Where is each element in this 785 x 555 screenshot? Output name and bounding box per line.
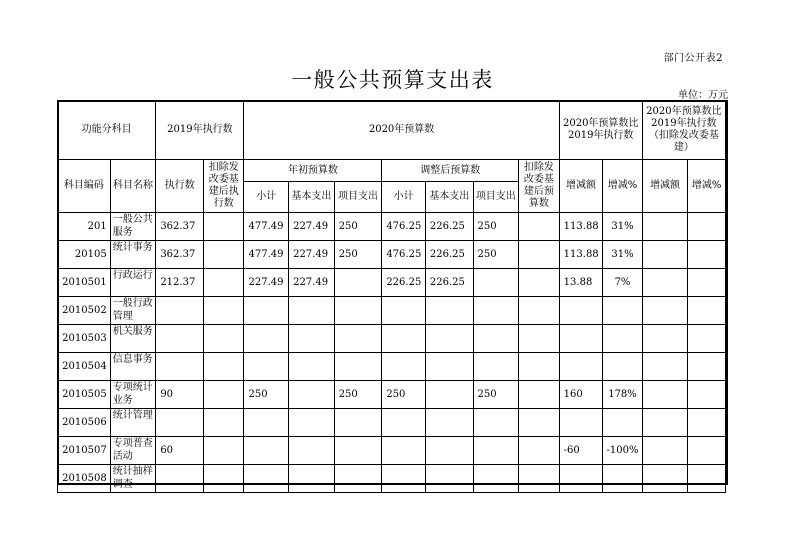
increase-pct-cell	[603, 409, 643, 437]
deduct-budget-cell	[519, 381, 560, 409]
header-subject-name: 科目名称	[110, 160, 156, 213]
subject-code-cell: 2010508	[58, 465, 111, 493]
subject-name-cell	[110, 409, 156, 437]
table-row	[58, 409, 726, 437]
subject-name-text: 统计管理	[112, 410, 153, 421]
deduct-budget-cell	[519, 353, 560, 381]
subject-name-text: 一般公共服务	[112, 214, 153, 238]
initial-subtotal-cell: 227.49	[244, 269, 289, 297]
header-increase-pct: 增减%	[603, 160, 643, 213]
deduct-exec-cell	[203, 297, 244, 325]
header-basic-expense: 基本支出	[289, 182, 335, 213]
initial-project-cell: 250	[334, 241, 382, 269]
initial-basic-cell	[289, 297, 335, 325]
adjusted-subtotal-cell: 476.25	[382, 213, 426, 241]
subject-name-cell	[110, 241, 156, 269]
subject-code-cell: 20105	[58, 241, 111, 269]
form-code-label: 部门公开表2	[663, 53, 723, 64]
increase-amount-cell	[559, 297, 603, 325]
increase-pct-cell: 31%	[603, 241, 643, 269]
adjusted-subtotal-cell	[382, 353, 426, 381]
increase-amount-2-cell	[642, 213, 688, 241]
deduct-exec-cell	[203, 269, 244, 297]
increase-pct-2-cell	[688, 353, 726, 381]
subject-code-cell: 2010504	[58, 353, 111, 381]
adjusted-basic-cell	[425, 409, 473, 437]
increase-pct-cell: 31%	[603, 213, 643, 241]
adjusted-project-cell	[473, 269, 519, 297]
table-row	[58, 269, 726, 297]
table-row	[58, 325, 726, 353]
adjusted-basic-cell: 226.25	[425, 213, 473, 241]
initial-project-cell	[334, 325, 382, 353]
subject-name-cell	[110, 381, 156, 409]
table-row	[58, 297, 726, 325]
initial-project-cell	[334, 409, 382, 437]
subject-name-cell	[110, 437, 156, 465]
deduct-exec-cell	[203, 353, 244, 381]
increase-amount-cell: 113.88	[559, 241, 603, 269]
exec-cell: 212.37	[156, 269, 204, 297]
adjusted-basic-cell	[425, 353, 473, 381]
adjusted-project-cell	[473, 297, 519, 325]
header-func-subject: 功能分科目	[58, 101, 156, 160]
header-budget-2020: 2020年预算数	[244, 101, 559, 160]
increase-amount-cell: 13.88	[559, 269, 603, 297]
initial-subtotal-cell: 250	[244, 381, 289, 409]
deduct-exec-cell	[203, 437, 244, 465]
header-exec-2019: 2019年执行数	[156, 101, 244, 160]
adjusted-subtotal-cell	[382, 297, 426, 325]
adjusted-project-cell	[473, 437, 519, 465]
exec-cell	[156, 465, 204, 493]
initial-basic-cell: 227.49	[289, 213, 335, 241]
adjusted-subtotal-cell	[382, 465, 426, 493]
header-initial-budget: 年初预算数	[244, 160, 382, 182]
deduct-budget-cell	[519, 269, 560, 297]
increase-amount-cell: 113.88	[559, 213, 603, 241]
header-cmp-deducted: 2020年预算数比2019年执行数（扣除发改委基建）	[642, 101, 725, 160]
header-subtotal-2: 小计	[382, 182, 426, 213]
subject-name-cell	[110, 465, 156, 493]
header-project-expense-2: 项目支出	[473, 182, 519, 213]
table-row	[58, 353, 726, 381]
increase-amount-cell: 160	[559, 381, 603, 409]
subject-name-cell	[110, 213, 156, 241]
subject-code-cell: 2010501	[58, 269, 111, 297]
increase-pct-cell: -100%	[603, 437, 643, 465]
increase-pct-2-cell	[688, 297, 726, 325]
exec-cell: 362.37	[156, 241, 204, 269]
increase-amount-cell	[559, 353, 603, 381]
deduct-budget-cell	[519, 213, 560, 241]
header-basic-expense-2: 基本支出	[425, 182, 473, 213]
increase-amount-2-cell	[642, 437, 688, 465]
subject-name-text: 机关服务	[112, 326, 153, 337]
subject-name-text: 统计抽样调查	[112, 466, 153, 490]
increase-pct-cell: 178%	[603, 381, 643, 409]
initial-subtotal-cell: 477.49	[244, 241, 289, 269]
increase-amount-2-cell	[642, 297, 688, 325]
adjusted-project-cell: 250	[473, 213, 519, 241]
header-increase-amount: 增减额	[559, 160, 603, 213]
subject-name-text: 统计事务	[112, 242, 153, 253]
initial-project-cell: 250	[334, 381, 382, 409]
increase-amount-2-cell	[642, 381, 688, 409]
initial-subtotal-cell	[244, 437, 289, 465]
initial-subtotal-cell	[244, 465, 289, 493]
subject-code-cell: 2010507	[58, 437, 111, 465]
initial-basic-cell	[289, 325, 335, 353]
deduct-budget-cell	[519, 325, 560, 353]
subject-code-cell: 2010505	[58, 381, 111, 409]
adjusted-subtotal-cell: 226.25	[382, 269, 426, 297]
subject-name-text: 专项统计业务	[112, 382, 153, 406]
adjusted-subtotal-cell	[382, 437, 426, 465]
adjusted-project-cell: 250	[473, 241, 519, 269]
deduct-exec-cell	[203, 381, 244, 409]
header-project-expense: 项目支出	[334, 182, 382, 213]
exec-cell: 90	[156, 381, 204, 409]
increase-pct-2-cell	[688, 325, 726, 353]
table-row	[58, 381, 726, 409]
increase-amount-2-cell	[642, 353, 688, 381]
increase-amount-2-cell	[642, 241, 688, 269]
adjusted-subtotal-cell: 476.25	[382, 241, 426, 269]
subject-code-cell: 201	[58, 213, 111, 241]
subject-name-cell	[110, 353, 156, 381]
initial-project-cell	[334, 465, 382, 493]
increase-pct-2-cell	[688, 409, 726, 437]
adjusted-project-cell	[473, 353, 519, 381]
increase-pct-2-cell	[688, 465, 726, 493]
exec-cell	[156, 297, 204, 325]
adjusted-basic-cell	[425, 465, 473, 493]
increase-amount-2-cell	[642, 409, 688, 437]
initial-project-cell	[334, 353, 382, 381]
subject-name-text: 专项普查活动	[112, 438, 153, 462]
header-deduct-ndrc-budget: 扣除发改委基建后预算数	[519, 160, 560, 213]
exec-cell	[156, 409, 204, 437]
header-row-1	[58, 101, 726, 160]
adjusted-project-cell: 250	[473, 381, 519, 409]
header-adjusted-budget: 调整后预算数	[382, 160, 519, 182]
adjusted-basic-cell	[425, 297, 473, 325]
initial-basic-cell	[289, 409, 335, 437]
deduct-budget-cell	[519, 465, 560, 493]
page-title: 一般公共预算支出表	[291, 68, 494, 92]
initial-subtotal-cell	[244, 353, 289, 381]
header-exec-amount: 执行数	[156, 160, 204, 213]
table-row	[58, 437, 726, 465]
adjusted-basic-cell: 226.25	[425, 241, 473, 269]
header-subject-code: 科目编码	[58, 160, 111, 213]
initial-subtotal-cell	[244, 325, 289, 353]
adjusted-project-cell	[473, 465, 519, 493]
initial-project-cell	[334, 437, 382, 465]
initial-project-cell	[334, 269, 382, 297]
initial-basic-cell	[289, 437, 335, 465]
deduct-budget-cell	[519, 297, 560, 325]
increase-amount-cell	[559, 465, 603, 493]
subject-name-text: 一般行政管理	[112, 298, 153, 322]
increase-pct-cell	[603, 325, 643, 353]
increase-pct-cell	[603, 353, 643, 381]
header-subtotal: 小计	[244, 182, 289, 213]
budget-table	[57, 100, 726, 493]
increase-pct-2-cell	[688, 213, 726, 241]
adjusted-basic-cell	[425, 325, 473, 353]
initial-basic-cell	[289, 353, 335, 381]
exec-cell	[156, 325, 204, 353]
initial-basic-cell: 227.49	[289, 269, 335, 297]
deduct-budget-cell	[519, 437, 560, 465]
subject-name-cell	[110, 269, 156, 297]
increase-pct-2-cell	[688, 269, 726, 297]
adjusted-basic-cell	[425, 437, 473, 465]
subject-code-cell: 2010503	[58, 325, 111, 353]
header-deduct-ndrc-exec: 扣除发改委基建后执行数	[203, 160, 244, 213]
exec-cell: 362.37	[156, 213, 204, 241]
initial-project-cell: 250	[334, 213, 382, 241]
subject-name-cell	[110, 297, 156, 325]
initial-basic-cell: 227.49	[289, 241, 335, 269]
deduct-budget-cell	[519, 241, 560, 269]
initial-subtotal-cell: 477.49	[244, 213, 289, 241]
exec-cell: 60	[156, 437, 204, 465]
deduct-exec-cell	[203, 213, 244, 241]
header-cmp-budget-exec: 2020年预算数比2019年执行数	[559, 101, 642, 160]
deduct-budget-cell	[519, 409, 560, 437]
deduct-exec-cell	[203, 241, 244, 269]
increase-amount-cell	[559, 325, 603, 353]
adjusted-basic-cell	[425, 381, 473, 409]
increase-amount-2-cell	[642, 465, 688, 493]
subject-code-cell: 2010502	[58, 297, 111, 325]
subject-name-text: 行政运行	[112, 270, 153, 281]
deduct-exec-cell	[203, 409, 244, 437]
subject-name-cell	[110, 325, 156, 353]
increase-amount-2-cell	[642, 269, 688, 297]
adjusted-subtotal-cell	[382, 409, 426, 437]
adjusted-project-cell	[473, 409, 519, 437]
increase-pct-cell	[603, 297, 643, 325]
initial-subtotal-cell	[244, 409, 289, 437]
increase-pct-cell: 7%	[603, 269, 643, 297]
increase-pct-2-cell	[688, 241, 726, 269]
adjusted-subtotal-cell	[382, 325, 426, 353]
adjusted-subtotal-cell: 250	[382, 381, 426, 409]
table-row	[58, 241, 726, 269]
adjusted-project-cell	[473, 325, 519, 353]
increase-pct-2-cell	[688, 381, 726, 409]
initial-subtotal-cell	[244, 297, 289, 325]
deduct-exec-cell	[203, 325, 244, 353]
initial-project-cell	[334, 297, 382, 325]
increase-pct-2-cell	[688, 437, 726, 465]
increase-amount-cell: -60	[559, 437, 603, 465]
header-row-2	[58, 160, 726, 182]
increase-pct-cell	[603, 465, 643, 493]
initial-basic-cell	[289, 465, 335, 493]
header-increase-pct-2: 增减%	[688, 160, 726, 213]
deduct-exec-cell	[203, 465, 244, 493]
exec-cell	[156, 353, 204, 381]
subject-name-text: 信息事务	[112, 354, 153, 365]
subject-code-cell: 2010506	[58, 409, 111, 437]
increase-amount-cell	[559, 409, 603, 437]
table-row	[58, 213, 726, 241]
initial-basic-cell	[289, 381, 335, 409]
table-row	[58, 465, 726, 493]
header-increase-amount-2: 增减额	[642, 160, 688, 213]
increase-amount-2-cell	[642, 325, 688, 353]
unit-label: 单位：万元	[678, 90, 728, 101]
adjusted-basic-cell: 226.25	[425, 269, 473, 297]
